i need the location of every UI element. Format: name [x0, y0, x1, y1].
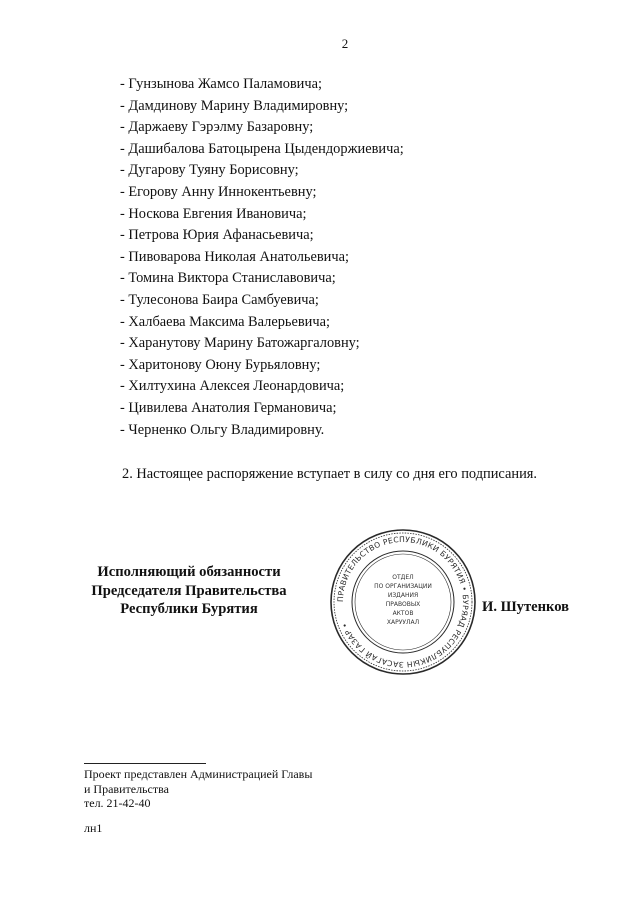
person-list: [120, 74, 404, 441]
person-list-item: - Дугарову Туяну Борисовну;: [120, 162, 299, 179]
effective-date-clause: 2. Настоящее распоряжение вступает в силу со дня его подписания.: [122, 466, 537, 482]
person-list-item: - Петрова Юрия Афанасьевича;: [120, 227, 314, 244]
footnote: [84, 767, 312, 835]
signatory-title: [72, 563, 306, 619]
person-list-item: - Харитонову Оюну Бурьяловну;: [120, 356, 321, 373]
person-list-item: - Харанутову Марину Батожаргаловну;: [120, 335, 360, 352]
page-number: 2: [341, 36, 349, 51]
person-list-item: - Тулесонова Баира Самбуевича;: [120, 291, 319, 308]
seal-center-line: ПРАВОВЫХ: [385, 601, 421, 608]
seal-center-line: ХАРУУЛАЛ: [386, 619, 420, 626]
signatory-title-line: Председателя Правительства: [91, 582, 287, 599]
person-list-item: - Дашибалова Батоцырена Цыдендоржиевича;: [120, 140, 404, 157]
footnote-divider: [84, 763, 206, 764]
seal-center-line: АКТОВ: [392, 610, 414, 617]
footnote-line: и Правительства: [84, 781, 169, 796]
person-list-item: - Черненко Ольгу Владимировну.: [120, 421, 325, 438]
person-list-item: - Томина Виктора Станиславовича;: [120, 270, 336, 287]
official-seal: [328, 527, 478, 677]
seal-center-line: ИЗДАНИЯ: [387, 592, 419, 599]
person-list-item: - Хилтухина Алексея Леонардовича;: [120, 378, 345, 395]
person-list-item: - Цивилева Анатолия Германовича;: [120, 399, 337, 416]
footnote-line: Проект представлен Администрацией Главы: [84, 767, 313, 781]
footnote-phone: тел. 21-42-40: [84, 796, 151, 810]
person-list-item: - Даржаеву Гэрэлму Базаровну;: [120, 119, 314, 136]
person-list-item: - Дамдинову Марину Владимировну;: [120, 97, 349, 114]
person-list-item: - Гунзынова Жамсо Паламовича;: [120, 76, 323, 92]
person-list-item: - Халбаева Максима Валерьевича;: [120, 313, 331, 330]
signatory-title-line: Исполняющий обязанности: [97, 564, 281, 580]
person-list-item: - Носкова Евгения Ивановича;: [120, 205, 307, 222]
seal-ring-text: ПРАВИТЕЛЬСТВО РЕСПУБЛИКИ БУРЯТИЯ • БУРЯАД РЕСПУБЛИКЫН ЗАСАГАЙ ГАЗАР •: [335, 534, 471, 670]
signatory-name: И. Шутенков: [482, 599, 570, 615]
signatory-title-line: Республики Бурятия: [120, 601, 258, 617]
executor-code: лн1: [84, 820, 103, 835]
seal-center-line: ОТДЕЛ: [392, 574, 414, 581]
person-list-item: - Пивоварова Николая Анатольевича;: [120, 248, 349, 265]
seal-center-line: ПО ОРГАНИЗАЦИИ: [374, 583, 432, 590]
person-list-item: - Егорову Анну Иннокентьевну;: [120, 183, 317, 200]
